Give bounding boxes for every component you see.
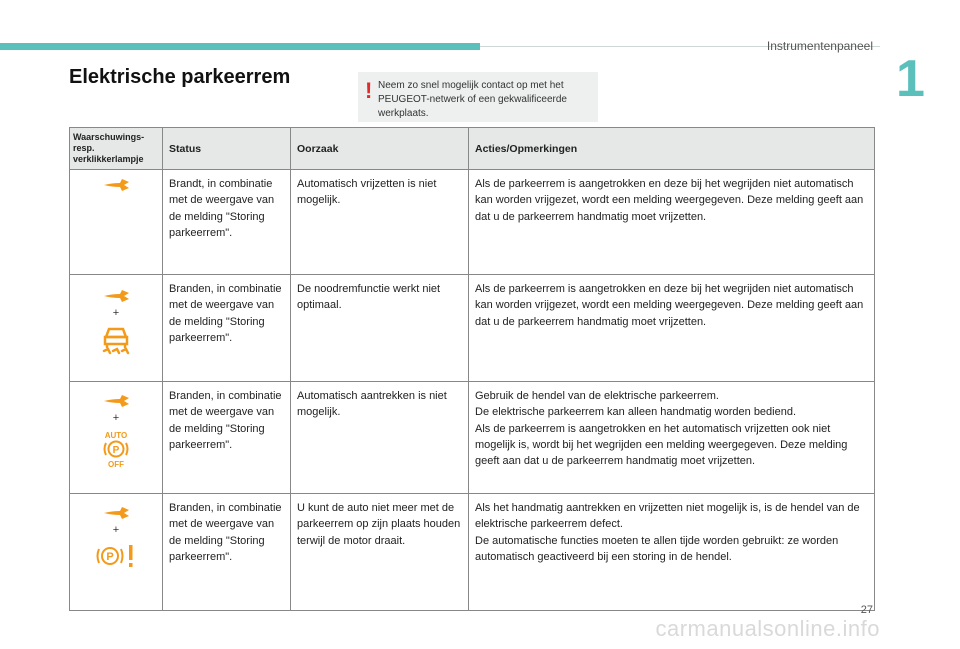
header-accent-bar (0, 43, 480, 50)
cause-cell: U kunt de auto niet meer met de parkeerrem op zijn plaats houden terwijl de motor draait. (291, 494, 469, 611)
status-cell: Brandt, in combinatie met de weergave van de melding "Storing parkeerrem". (163, 170, 291, 275)
status-cell: Branden, in combinatie met de weergave van de melding "Storing parkeerrem". (163, 494, 291, 611)
table-row (70, 494, 875, 611)
column-header-cause: Oorzaak (291, 128, 469, 170)
warning-lamp-table (69, 127, 875, 611)
lamp-cell (70, 494, 163, 611)
wrench-icon (102, 506, 130, 520)
lamp-cell (70, 170, 163, 275)
action-cell: Als de parkeerrem is aangetrokken en deze bij het wegrijden niet automatisch kan worden vrijgezet, wordt een melding weergegeven. Deze melding geeft aan dat u de parkeerrem handmatig moet vrijzetten. (469, 170, 875, 275)
plus-sign: + (112, 307, 120, 319)
page-title: Elektrische parkeerrem (69, 66, 291, 88)
plus-sign: + (112, 524, 120, 536)
warning-note (358, 72, 598, 122)
warning-note-text: Neem zo snel mogelijk contact op met het PEUGEOT-netwerk of een gekwalificeerde werkplaats. (378, 80, 567, 119)
cause-cell: De noodremfunctie werkt niet optimaal. (291, 275, 469, 382)
auto-p-off-icon (99, 430, 133, 468)
cause-cell: Automatisch vrijzetten is niet mogelijk. (291, 170, 469, 275)
svg-text:P: P (106, 551, 114, 564)
page-number: 27 (860, 604, 873, 616)
warning-exclamation-icon: ! (365, 78, 373, 103)
plus-sign: + (112, 412, 120, 424)
action-line: Als de parkeerrem is aangetrokken en het automatisch vrijzetten ook niet mogelijk is, wordt bij het wegrijden een melding weergegeven. Deze melding geeft aan dat u de parkeerrem handmatig moet vrijzetten. (475, 422, 848, 468)
action-cell: Als de parkeerrem is aangetrokken en deze bij het wegrijden niet automatisch kan worden vrijgezet, wordt een melding weergegeven. Deze melding geeft aan dat u de parkeerrem handmatig moet vrijzetten. (469, 275, 875, 382)
wrench-icon (102, 178, 130, 192)
action-cell (469, 494, 875, 611)
watermark: carmanualsonline.info (655, 616, 880, 641)
status-cell: Branden, in combinatie met de weergave van de melding "Storing parkeerrem". (163, 382, 291, 494)
emergency-braking-icon (101, 325, 131, 355)
action-cell (469, 382, 875, 494)
table-row (70, 170, 875, 275)
action-line: Als het handmatig aantrekken en vrijzetten niet mogelijk is, is de hendel van de elektrische parkeerrem defect. (475, 502, 860, 531)
table-row (70, 275, 875, 382)
table-row (70, 382, 875, 494)
svg-text:AUTO: AUTO (104, 431, 128, 441)
wrench-icon (102, 394, 130, 408)
parking-brake-fault-icon (95, 542, 137, 570)
svg-text:OFF: OFF (108, 460, 124, 469)
svg-text:P: P (112, 445, 120, 457)
cause-cell: Automatisch aantrekken is niet mogelijk. (291, 382, 469, 494)
lamp-cell (70, 275, 163, 382)
wrench-icon (102, 289, 130, 303)
action-line: De automatische functies moeten te allen tijde worden gebruikt: ze worden automatisch geactiveerd bij een storing in de hendel. (475, 534, 839, 563)
action-line: De elektrische parkeerrem kan alleen handmatig worden bediend. (475, 406, 797, 419)
table-header-row (70, 128, 875, 170)
status-cell: Branden, in combinatie met de weergave van de melding "Storing parkeerrem". (163, 275, 291, 382)
section-label: Instrumentenpaneel (766, 39, 873, 53)
column-header-status: Status (163, 128, 291, 170)
chapter-number: 1 (896, 50, 925, 108)
action-line: Gebruik de hendel van de elektrische parkeerrem. (475, 390, 719, 402)
column-header-actions: Acties/Opmerkingen (469, 128, 875, 170)
column-header-lamp: Waarschuwings- resp. verklikkerlampje (70, 128, 163, 170)
lamp-cell (70, 382, 163, 494)
